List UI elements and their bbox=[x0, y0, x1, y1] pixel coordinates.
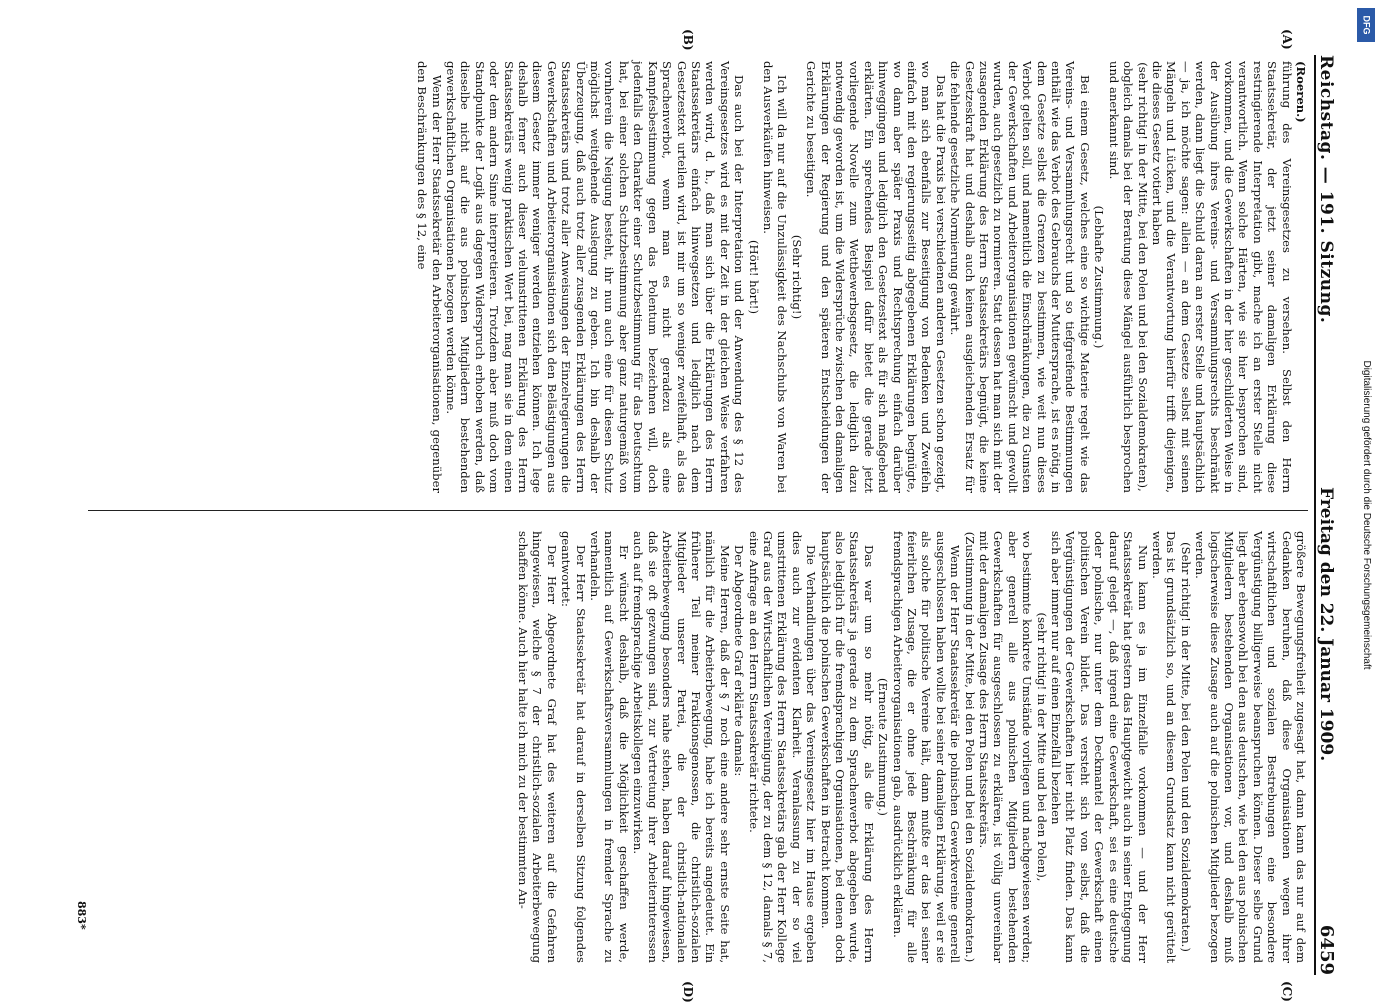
paragraph: Er wünscht deshalb, daß die Möglichkeit geschaffen werde, namentlich auf Gewerkschaftsversammlungen in fremder Sprache zu verhandeln. bbox=[588, 531, 631, 963]
interjection: (sehr richtig! in der Mitte und bei den Polen), bbox=[1034, 612, 1049, 882]
paragraph: Wenn der Herr Staatssekretär den Arbeiterorganisationen, gegenüber den Beschränkungen des § 12, eine bbox=[415, 61, 444, 493]
paragraph: Die Verhandlungen über das Vereinsgesetz hier im Hause ergeben dies auch zur evidenten Klarheit. Veranlassung zu der so viel umstrittenen Erklärung des Herrn Staatssekretärs gab der Herr Kollege Graf aus der Wirtschaftlichen Vereinigung, der zu dem § 12, damals § 7, eine Anfrage an den Herrn Staatssekretär richtete. bbox=[746, 531, 819, 963]
margin-marker-d: (D) bbox=[681, 981, 695, 1003]
right-column bbox=[516, 531, 1308, 963]
paragraph: Der Herr Staatssekretär hat darauf in derselben Sitzung folgendes geantwortet: bbox=[559, 531, 588, 963]
page-header bbox=[1314, 55, 1350, 975]
interjection: (Zustimmung in der Mitte, bei den Polen und bei den Sozialdemokraten.) bbox=[962, 531, 977, 963]
interjection: (sehr richtig! in der Mitte, bei den Polen und bei den Sozialdemokraten), bbox=[1135, 62, 1150, 492]
left-column bbox=[415, 61, 1308, 493]
interjection: (Erneute Zustimmung.) bbox=[876, 678, 891, 816]
paragraph: Ich will da nur auf die Unzulässigkeit des Nachschubs von Waren bei den Ausverkäufen hinweisen. bbox=[760, 61, 790, 493]
paragraph: Das war um so mehr nötig, als die Erklärung des Herrn Staatssekretärs ja gerade zu dem Sprachenverbot abgegeben wurde, also lediglich für die fremdsprachigen Organisationen, bei denen doch hauptsächlich die polnischen Gewerkschaften in Betracht kommen. bbox=[818, 531, 876, 963]
paragraph: wo bestimmte konkrete Umstände vorliegen und nachgewiesen werden; aber generell alle aus polnischen Mitgliedern bestehenden Gewerkschaften für ausgeschlossen zu erklären, ist völlig unvereinbar mit der damaligen Zusage des Herrn Staatssekretärs. bbox=[977, 531, 1035, 963]
interjection: (Sehr richtig! in der Mitte, bei den Polen und den Sozialdemokraten.) bbox=[1178, 542, 1193, 952]
margin-marker-b: (B) bbox=[681, 29, 695, 51]
paragraph: Das ist grundsätzlich so, und an diesem Grundsatz kann nicht gerüttelt werden. bbox=[1149, 531, 1179, 963]
header-page-number: 6459 bbox=[1316, 924, 1337, 975]
interjection: (Sehr richtig!) bbox=[789, 234, 804, 320]
paragraph: Wenn der Herr Staatssekretär die polnischen Gewerkvereine generell ausgeschlossen haben wollte bei seiner damaligen Erklärung, weil er sie als solche für politische Vereine hält, dann mußte er das bei seiner feierlichen Zusage, die er ohne jede Beschränkung für alle fremdsprachigen Arbeiterorganisationen gab, ausdrücklich erklären. bbox=[890, 531, 963, 963]
interjection: (Lebhafte Zustimmung.) bbox=[1092, 205, 1107, 349]
dfg-logo: DFG bbox=[1357, 8, 1375, 42]
speaker-label: (Roeren.) bbox=[1294, 61, 1308, 123]
margin-marker-a: (A) bbox=[1280, 29, 1294, 50]
paragraph: Nun kann es ja im Einzelfalle vorkommen — und der Herr Staatssekretär hat gestern das Hauptgewicht auch in seiner Entgegnung darauf gelegt —, daß irgend eine Gewerkschaft, sei es eine deutsche oder polnische, nur unter dem Deckmantel der Gewerkschaft einen politischen Verein bildet. Das versteht sich von selbst, daß die Vergünstigungen der Gewerkschaften hier nicht Platz finden. Das kann sich aber immer nur auf einen Einzelfall beziehen bbox=[1049, 531, 1150, 963]
paragraph: führung des Vereinsgesetzes zu versehen. Selbst den Herrn Staatssekretär, der jetzt seiner damaligen Erklärung diese restringierende Interpretation gibt, mache ich an erster Stelle nicht verantwortlich. Wenn solche Härten, wie sie hier besprochen sind, vorkommen, und die Gewerkschaften in der hier geschilderten Weise in der Ausübung ihres Vereins- und Versammlungsrechts beschränkt werden, dann liegt die Schuld daran an erster Stelle und hauptsächlich — ja, ich möchte sagen: allein — an dem Gesetze selbst mit seinen Mängeln und Lücken, und die Verantwortung hierfür trifft diejenigen, die dieses Gesetz votiert haben bbox=[1149, 61, 1294, 493]
newspaper-page bbox=[60, 29, 1350, 1003]
dfg-sidebar bbox=[1355, 8, 1377, 993]
paragraph: Der Abgeordnete Graf erklärte damals: bbox=[732, 545, 747, 777]
paragraph: Bei einem Gesetz, welches eine so wichtige Materie regelt wie das Vereins- und Versammlungsrecht und so tiefgreifende Bestimmungen enthält wie das Verbot des Gebrauchs der Muttersprache, ist es nötig, in dem Gesetze selbst die Grenzen zu bestimmen, wie weit nun dieses Verbot gelten soll, und namentlich die Einschränkungen, die zu Gunsten der Gewerkschaften und Arbeiterorganisationen gewünscht und gewollt wurden, auch gesetzlich zu normieren. Statt dessen hat man sich mit der zusagenden Erklärung des Herrn Staatssekretärs begnügt, die keine Gesetzeskraft hat und deshalb auch keinen ausgleichenden Ersatz für die fehlende gesetzliche Normierung gewährt. bbox=[948, 61, 1092, 493]
paragraph: Der Herr Abgeordnete Graf hat des weiteren auf die Gefahren hingewiesen, welche § 7 der christlich-sozialen Arbeiterbewegung schaffen könne. Auch hier halte ich mich zu der bestimmten An- bbox=[516, 531, 559, 963]
paragraph: obgleich damals bei der Beratung diese Mängel ausführlich besprochen und anerkannt sind. bbox=[1106, 61, 1136, 493]
column-divider bbox=[88, 510, 1308, 511]
paragraph: Das hat die Praxis bei verschiedenen anderen Gesetzen schon gezeigt, wo man sich ebenfalls zur Beseitigung von Bedenken und Zweifeln einfach mit den regierungsseitig abgegebenen Erklärungen begnügte, wo dann aber später Praxis und Rechtsprechung einfach darüber hinweggingen und lediglich den Gesetzestext als für sich maßgebend erklärten. Ein sprechendes Beispiel dafür bietet die gerade jetzt vorliegende Novelle zum Wettbewerbsgesetz, die lediglich dazu notwendig geworden ist, um die Widersprüche zwischen den damaligen Erklärungen der Regierung und den späteren Entscheidungen der Gerichte zu beseitigen. bbox=[804, 61, 948, 493]
paragraph: Meine Herren, daß der § 7 noch eine andere sehr ernste Seite hat, nämlich für die Arbeiterbewegung, habe ich bereits angedeutet. Ein früherer Teil meiner Fraktionsgenossen, die christlich-sozialen Mitglieder unserer Partei, die der christlich-nationalen Arbeiterbewegung besonders nahe stehen, haben darauf hingewiesen, daß sie oft gezwungen sind, zur Vertretung ihrer Arbeiterinteressen auch auf fremdsprachige Arbeitskollegen einzuwirken. bbox=[631, 531, 732, 963]
paragraph: Das auch bei der Interpretation und der Anwendung des § 12 des Vereinsgesetzes wird es mit der Zeit in der gleichen Weise verfahren werden wird, d. h., daß man sich über die Erklärungen des Herrn Staatssekretärs einfach hinwegsetzen und lediglich nach dem Gesetzestext urteilen wird, ist mir um so weniger zweifelhaft, als das Sprachenverbot, wenn man es nicht geradezu als eine Kampfesbestimmung gegen das Polentum bezeichnen will, doch jedenfalls den Charakter einer Schutzbestimmung für das Deutschtum hat, bei einer solchen Schutzbestimmung aber ganz naturgemäß von vornherein die Neigung besteht, ihr nun auch eine für diesen Schutz möglichst weitgehende Auslegung zu geben. Ich bin deshalb der Überzeugung, daß auch trotz aller zusagenden Erklärungen des Herrn Staatssekretärs und trotz aller Anweisungen der Einzelregierungen die Gewerkschaften und Arbeiterorganisationen sich den Belästigungen aus diesem Gesetz immer weniger werden entziehen können. Ich lege deshalb ferner auch dieser vielumstrittenen Erklärung des Herrn Staatssekretärs wenig praktischen Wert bei, mag man sie in dem einen oder dem andern Sinne interpretieren. Trotzdem aber muß doch vom Standpunkte der Logik aus dagegen Widerspruch erhoben werden, daß dieselbe nicht auf die aus polnischen Mitgliedern bestehenden gewerkschaftlichen Organisationen bezogen werden könne. bbox=[444, 61, 747, 493]
dfg-funding-note: Digitalisierung gefördert durch die Deutsche Forschungsgemeinschaft bbox=[1361, 360, 1372, 670]
header-session: Reichstag. — 191. Sitzung. bbox=[1316, 55, 1336, 324]
paragraph: größere Bewegungsfreiheit zugesagt hat, dann kann das nur auf dem Gedanken beruhen, daß diese Organisationen wegen ihrer wirtschaftlichen und sozialen Bestrebungen eine besondere Vergünstigung billigerweise beanspruchen können. Dieser selbe Grund liegt aber ebensowohl bei den aus deutschen, wie bei den aus polnischen Mitgliedern bestehenden Organisationen vor, und deshalb muß logischerweise diese Zusage auch auf die polnischen Mitglieder bezogen werden. bbox=[1193, 531, 1308, 963]
footer-sheet-number: 883* bbox=[75, 901, 88, 930]
header-date: Freitag den 22. Januar 1909. bbox=[1316, 487, 1336, 762]
margin-marker-c: (C) bbox=[1280, 981, 1294, 1002]
interjection: (Hört! hört!) bbox=[746, 240, 761, 314]
